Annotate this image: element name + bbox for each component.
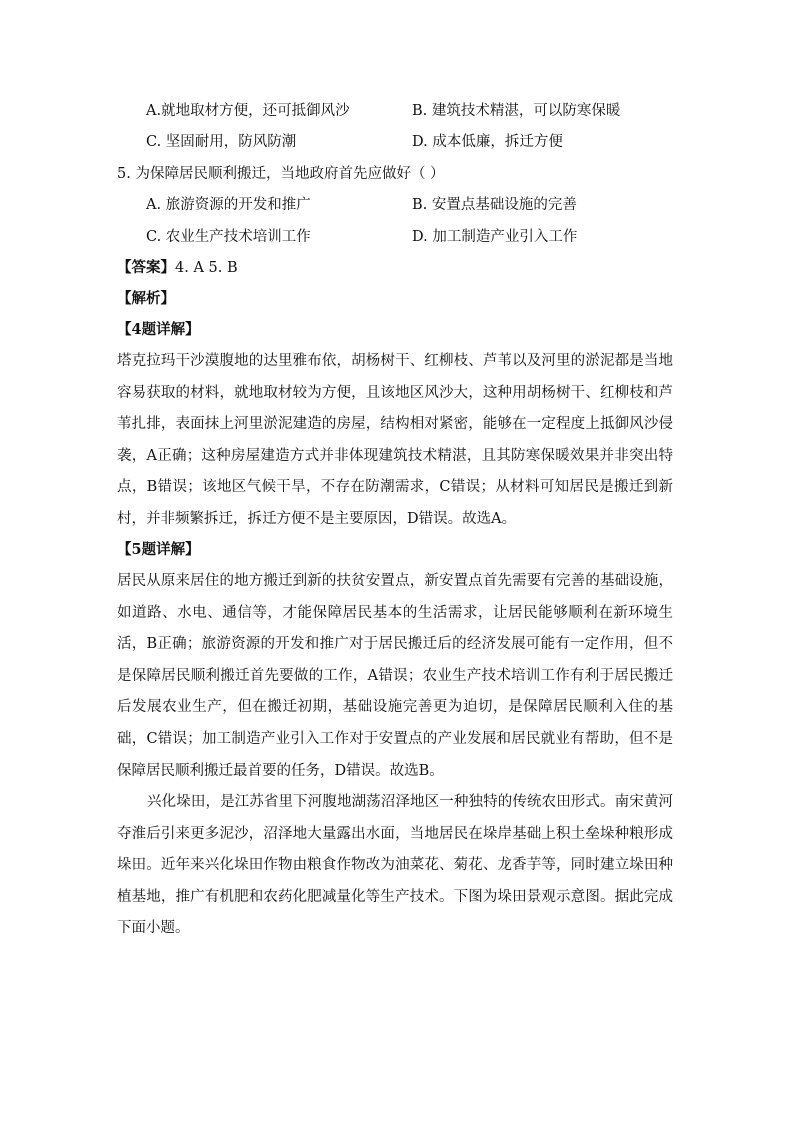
answer-label: 【答案】 bbox=[117, 259, 175, 276]
q5-option-c: C. 农业生产技术培训工作 bbox=[146, 229, 311, 245]
detail4-label-text: 【4题详解】 bbox=[117, 321, 200, 338]
analysis-label-text: 【解析】 bbox=[117, 290, 175, 307]
answer-line bbox=[117, 258, 238, 278]
q5-option-b: B. 安置点基础设施的完善 bbox=[412, 197, 577, 213]
detail5-text: 居民从原来居住的地方搬迁到新的扶贫安置点，新安置点首先需要有完善的基础设施，如道路、水电、通信等，才能保障居民基本的生活需求，让居民能够顺利在新环境生活，B正确；旅游资源的开发和推广对于居民搬迁后的经济发展可能有一定作用，但不是保障居民顺利搬迁首先要做的工作，A错误；农业生产技术培训工作有利于居民搬迁后发展农业生产，但在搬迁初期，基础设施完善更为迫切，是保障居民顺利入住的基础，C错误；加工制造产业引入工作对于安置点的产业发展和居民就业有帮助，但不是保障居民顺利搬迁最首要的任务，D错误。故选B。 bbox=[117, 573, 673, 779]
detail5-label-text: 【5题详解】 bbox=[117, 541, 200, 558]
q4-option-a: A.就地取材方便，还可抵御风沙 bbox=[146, 103, 350, 119]
passage-text: 兴化垛田，是江苏省里下河腹地湖荡沼泽地区一种独特的传统农田形式。南宋黄河夺淮后引来更多泥沙，沼泽地大量露出水面，当地居民在垛岸基础上积土垒垛种粮形成垛田。近年来兴化垛田作物由粮食作物改为油菜花、菊花、龙香芋等，同时建立垛田种植基地，推广有机肥和农药化肥减量化等生产技术。下图为垛田景观示意图。据此完成下面小题。 bbox=[117, 794, 673, 937]
q4-option-c: C. 坚固耐用，防风防潮 bbox=[146, 134, 297, 150]
detail4-label bbox=[117, 320, 200, 340]
q5-option-d: D. 加工制造产业引入工作 bbox=[412, 229, 578, 245]
detail5-label bbox=[117, 540, 200, 560]
q4-option-b: B. 建筑技术精湛，可以防寒保暖 bbox=[412, 103, 621, 119]
analysis-label bbox=[117, 289, 175, 309]
q5-stem: 5. 为保障居民顺利搬迁，当地政府首先应做好（ ） bbox=[117, 166, 445, 182]
detail4-text: 塔克拉玛干沙漠腹地的达里雅布依，胡杨树干、红柳枝、芦苇以及河里的淤泥都是当地容易获取的材料，就地取材较为方便，且该地区风沙大，这种用胡杨树干、红柳枝和芦苇扎排，表面抹上河里淤泥建造的房屋，结构相对紧密，能够在一定程度上抵御风沙侵袭，A正确；这种房屋建造方式并非体现建筑技术精湛，且其防寒保暖效果并非突出特点，B错误；该地区气候干旱，不存在防潮需求，C错误；从材料可知居民是搬迁到新村，并非频繁拆迁，拆迁方便不是主要原因，D错误。故选A。 bbox=[117, 353, 673, 527]
q5-option-a: A. 旅游资源的开发和推广 bbox=[146, 197, 311, 213]
answer-value: 4. A 5. B bbox=[175, 260, 238, 276]
q4-option-d: D. 成本低廉，拆迁方便 bbox=[412, 134, 563, 150]
